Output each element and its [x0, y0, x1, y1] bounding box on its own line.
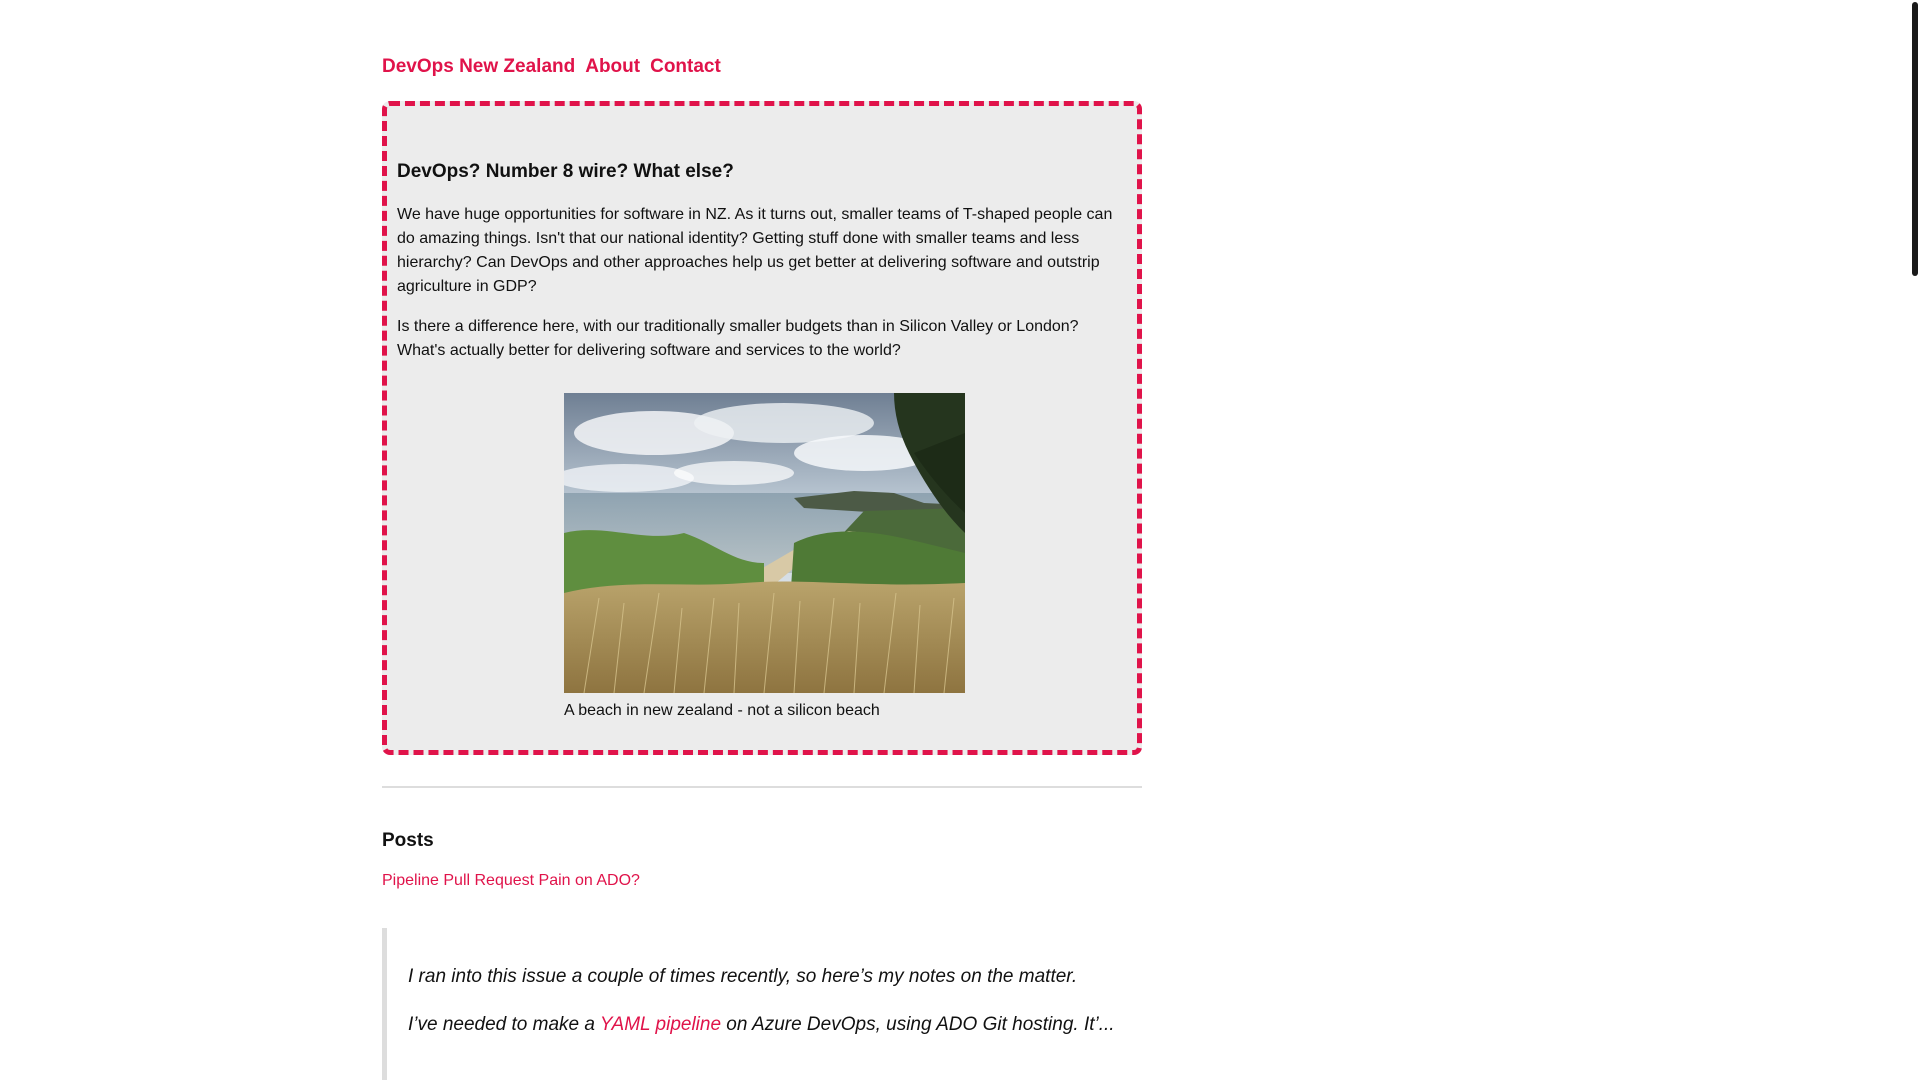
yaml-pipeline-link[interactable]: YAML pipeline — [599, 1014, 722, 1035]
intro-paragraph-2: Is there a difference here, with our traditionally smaller budgets than in Silicon Valley or London? What's actually better for delivering software and services to the world? — [397, 318, 1079, 359]
excerpt-line-2 — [408, 1014, 1115, 1036]
top-nav — [382, 56, 721, 78]
photo-caption: A beach in new zealand - not a silicon beach — [564, 702, 880, 719]
beach-figure — [564, 393, 965, 722]
excerpt-text-before: I’ve needed to make a — [408, 1014, 600, 1035]
intro-box — [382, 101, 1142, 755]
vertical-scrollbar[interactable] — [1910, 0, 1920, 1080]
post-title-link[interactable]: Pipeline Pull Request Pain on ADO? — [382, 872, 640, 889]
nav-home-link[interactable]: DevOps New Zealand — [382, 56, 576, 77]
scrollbar-thumb[interactable] — [1912, 2, 1918, 276]
nav-about-link[interactable]: About — [585, 56, 641, 77]
excerpt-line-1: I ran into this issue a couple of times recently, so here’s my notes on the matter. — [408, 966, 1078, 987]
beach-photo — [564, 393, 965, 693]
excerpt-text-after: on Azure DevOps, using ADO Git hosting. It’... — [721, 1014, 1115, 1035]
intro-paragraph-1: We have huge opportunities for software in NZ. As it turns out, smaller teams of T-shaped people can do amazing things. Isn't that our national identity? Getting stuff done with smaller teams and less hierarchy? Can DevOps and other approaches help us get better at delivering software and outstrip agriculture in GDP? — [397, 206, 1113, 295]
post-excerpt — [382, 928, 1142, 1080]
nav-contact-link[interactable]: Contact — [650, 56, 721, 77]
posts-heading: Posts — [382, 830, 434, 851]
divider — [382, 786, 1142, 788]
intro-heading: DevOps? Number 8 wire? What else? — [397, 161, 734, 182]
